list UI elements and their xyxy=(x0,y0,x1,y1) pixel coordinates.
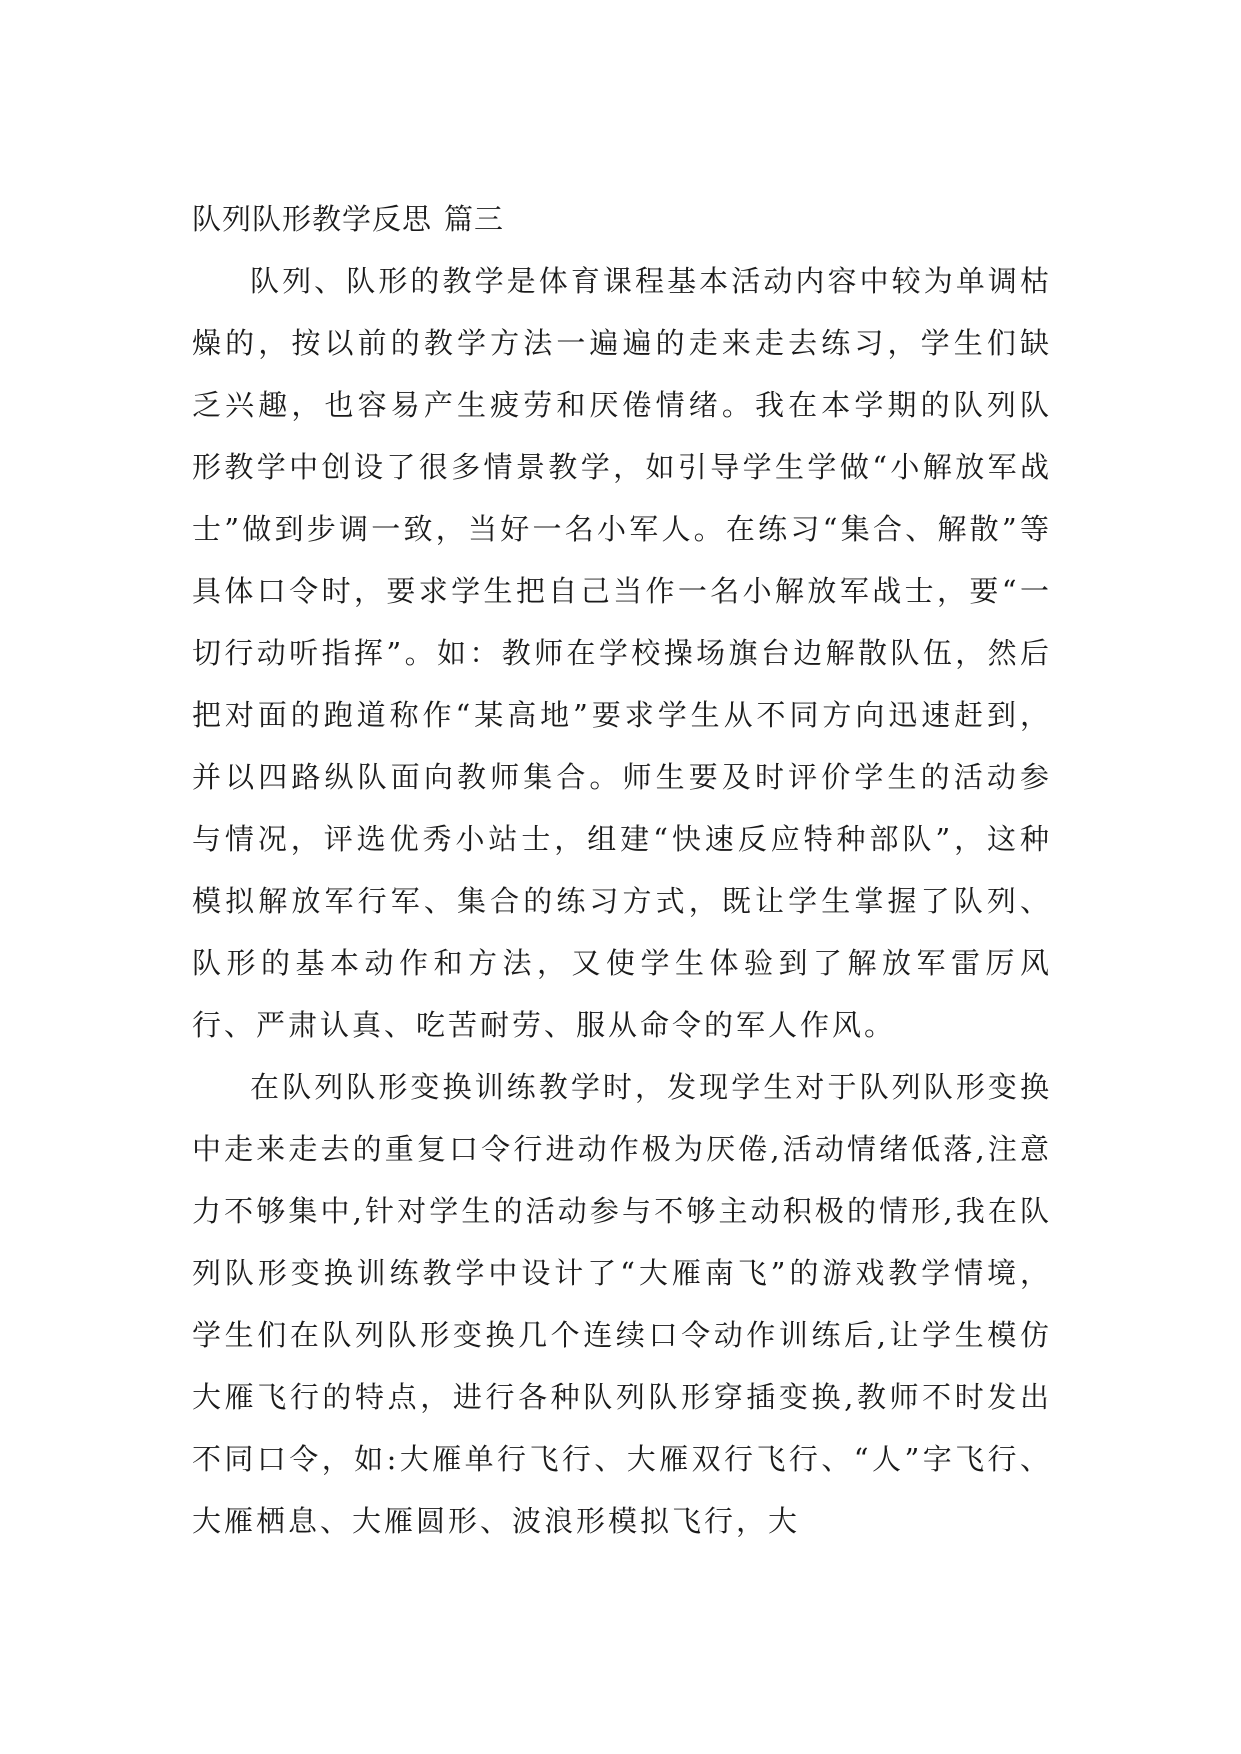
title-text: 队列队形教学反思 xyxy=(192,202,433,236)
title-section: 篇三 xyxy=(444,202,505,236)
document-page xyxy=(192,188,1052,1552)
paragraph-1: 队列、队形的教学是体育课程基本活动内容中较为单调枯燥的，按以前的教学方法一遍遍的走来走去练习，学生们缺乏兴趣，也容易产生疲劳和厌倦情绪。我在本学期的队列队形教学中创设了很多情景教学，如引导学生学做“小解放军战士”做到步调一致，当好一名小军人。在练习“集合、解散”等具体口令时，要求学生把自己当作一名小解放军战士，要“一切行动听指挥”。如：教师在学校操场旗台边解散队伍，然后把对面的跑道称作“某高地”要求学生从不同方向迅速赶到，并以四路纵队面向教师集合。师生要及时评价学生的活动参与情况，评选优秀小站士，组建“快速反应特种部队”，这种模拟解放军行军、集合的练习方式，既让学生掌握了队列、队形的基本动作和方法，又使学生体验到了解放军雷厉风行、严肃认真、吃苦耐劳、服从命令的军人作风。 xyxy=(192,264,1052,1042)
paragraph-2: 在队列队形变换训练教学时，发现学生对于队列队形变换中走来走去的重复口令行进动作极为厌倦,活动情绪低落,注意力不够集中,针对学生的活动参与不够主动积极的情形,我在队列队形变换训练教学中设计了“大雁南飞”的游戏教学情境，学生们在队列队形变换几个连续口令动作训练后,让学生模仿大雁飞行的特点，进行各种队列队形穿插变换,教师不时发出不同口令，如:大雁单行飞行、大雁双行飞行、“人”字飞行、大雁栖息、大雁圆形、波浪形模拟飞行，大 xyxy=(192,1070,1052,1538)
document-title xyxy=(192,188,1052,250)
